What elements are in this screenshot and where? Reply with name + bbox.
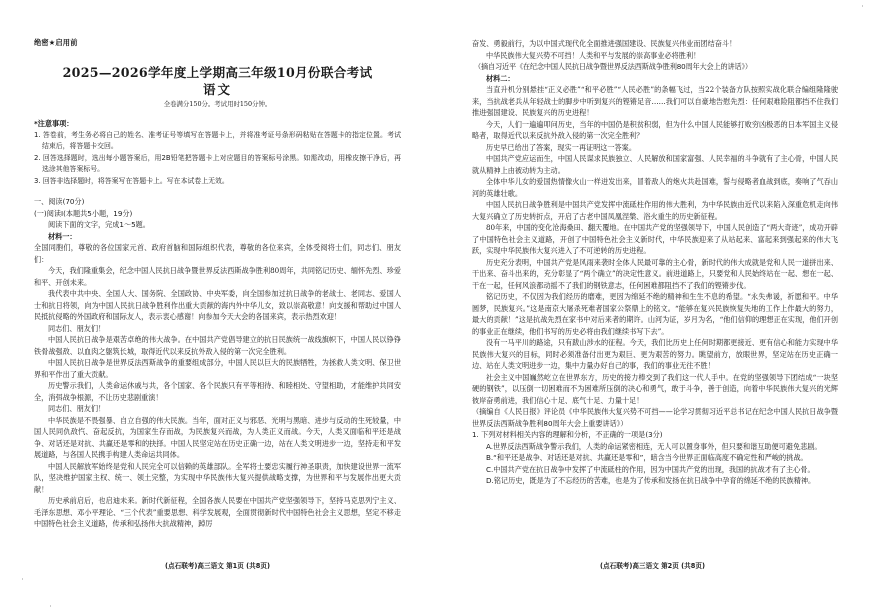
- notice-item: 2. 回答选择题时，选出每小题答案后，用2B铅笔把答题卡上对应题目的答案标号涂黑。如需改动，用橡皮擦干净后，再选涂其他答案标号。: [34, 153, 401, 173]
- paragraph: 铭记历史，不仅因为我们经历的磨难，更因为绵延不绝的精神和生生不息的希望。“永失弗谖，祈愿和平。中华圆梦，民族复兴。”这是南京大屠杀死难者国家公祭鼎上的铭文。“能够在复兴民族恢复失地的工作上作最大的努力，最大的贡献！”这是抗战先烈在家书中对后来者的期许。山河为证，岁月为名，“他们信仰的理想正在实现，他们开创的事业正在继续，他们书写的历史必将由我们继续书写下去”。: [472, 292, 838, 336]
- paragraph: 没有一马平川的路途，只有跋山涉水的征程。今天，我们比历史上任何时期都更接近、更有信心和能力实现中华民族伟大复兴的目标，同时必须准备付出更为艰巨、更为艰苦的努力。眺望前方，放眼世界，坚定站在历史正确一边、站在人类文明进步一边，集中力量办好自己的事，我们的事业无往不胜！: [472, 338, 838, 370]
- paragraph: 中国人民抗日战争是艰苦卓绝的伟大战争。在中国共产党倡导建立的抗日民族统一战线旗帜下，中国人民以铮铮铁骨战强敌、以血肉之躯筑长城，取得近代以来反抗外敌入侵的第一次完全胜利。: [34, 335, 401, 356]
- question-1-option-b: B.“和平还是战争、对话还是对抗、共赢还是零和”，暗含当今世界正面临高度不确定性和严峻的挑战。: [486, 453, 808, 462]
- material-2-label: 材料二：: [486, 73, 515, 83]
- paragraph: 我代表中共中央、全国人大、国务院、全国政协、中央军委，向全国参加过抗日战争的老战士、老同志、爱国人士和抗日将领，向为中国人民抗日战争胜利作出重大贡献的海内外中华儿女，致以崇高敬意！向支援和帮助过中国人民抵抗侵略的外国政府和国际友人，表示衷心感谢！向参加今天大会的各国来宾，表示热烈欢迎！: [34, 289, 401, 321]
- question-1-stem: 1. 下列对材料相关内容的理解和分析，不正确的一项是(3分): [472, 430, 663, 439]
- page-footer: (点石联考)高三语文 第2页 (共8页): [600, 562, 705, 570]
- paragraph: 中国人民抗日战争是世界反法西斯战争的重要组成部分，中国人民以巨大的民族牺牲，为拯救人类文明、保卫世界和平作出了重大贡献。: [34, 358, 401, 379]
- paragraph: 今天，人们一遍遍叩问历史，当年的中国仍是积贫积弱，但为什么中国人民能够打败穷凶极恶的日本军国主义侵略者，取得近代以来反抗外敌入侵的第一次完全胜利？: [472, 119, 838, 140]
- paragraph: 80年来，中国的变化沧海桑田、翻天覆地。在中国共产党的坚强领导下，中国人民创造了“两大奇迹”，成功开辟了中国特色社会主义道路，开创了中国特色社会主义新时代，中华民族迎来了从站起来、富起来到强起来的伟大飞跃，实现中华民族伟大复兴进入了不可逆转的历史进程。: [472, 223, 838, 255]
- subject-title: 语文: [202, 82, 232, 97]
- subsection-heading: (一)阅读Ⅰ(本题共5小题，19分): [34, 208, 133, 218]
- paragraph: 中国人民抗日战争胜利是中国共产党发挥中流砥柱作用的伟大胜利，为中华民族由近代以来陷入深重危机走向伟大复兴确立了历史转折点，开启了古老中国凤凰涅槃、浴火重生的历史新征程。: [472, 200, 838, 221]
- source-citation: （摘编自《人民日报》评论员《中华民族伟大复兴势不可挡——论学习贯彻习近平总书记在纪念中国人民抗日战争暨世界反法西斯战争胜利80周年大会上重要讲话》）: [472, 407, 838, 428]
- paragraph: 社会主义中国巍然屹立在世界东方，历史的接力棒交到了我们这一代人手中。在党的坚强领导下团结成“一块坚硬的钢铁”，以压倒一切困难而不为困难所压倒的决心和勇气，敢于斗争，善于创造，向着中华民族伟大复兴的光辉彼岸奋勇前进，我们信心十足、底气十足、力量十足！: [472, 372, 838, 405]
- scan-speck: [50, 605, 51, 607]
- notice-item: 1. 答卷前，考生务必将自己的姓名、准考证号等填写在答题卡上，并将准考证号条形码粘贴在答题卡的指定位置。考试结束后，将答题卡交回。: [34, 130, 401, 150]
- notice-heading: *注意事项：: [34, 119, 74, 128]
- paragraph: 奋发、勇毅前行，为以中国式现代化全面推进强国建设、民族复兴伟业而团结奋斗！: [472, 39, 737, 48]
- paragraph: 今天，我们隆重集会，纪念中国人民抗日战争暨世界反法西斯战争胜利80周年，共同铭记历史、缅怀先烈、珍爱和平、开创未来。: [34, 266, 401, 287]
- page-footer: (点石联考)高三语文 第1页 (共8页): [165, 562, 270, 570]
- paragraph: 同志们、朋友们！: [48, 404, 106, 413]
- paragraph: 全国同胞们，尊敬的各位国家元首、政府首脑和国际组织代表，尊敬的各位来宾，全体受阅将士们，同志们、朋友们：: [34, 243, 401, 264]
- section-heading: 一、阅读(70分): [34, 197, 85, 206]
- question-1-option-c: C.中国共产党在抗日战争中发挥了中流砥柱的作用，因为中国共产党的出现，我国的抗战才有了主心骨。: [486, 464, 815, 474]
- paragraph: 历史警示我们，人类命运休戚与共，各个国家、各个民族只有平等相待、和睦相处、守望相助，才能维护共同安全，消弭战争根源，不让历史悲剧重演！: [34, 381, 401, 402]
- scan-speck: [862, 5, 863, 7]
- page-2: [435, 0, 870, 613]
- secret-label: 绝密★启用前: [34, 38, 78, 47]
- paragraph: 中国人民解放军始终是党和人民完全可以信赖的英雄部队。全军将士要忠实履行神圣职责，加快建设世界一流军队，坚决维护国家主权、统一、领土完整，为实现中华民族伟大复兴提供战略支撑，为世界和平与发展作出更大贡献！: [34, 461, 401, 494]
- paragraph: 同志们、朋友们！: [48, 323, 106, 333]
- page-2-body: [472, 38, 838, 487]
- paragraph: 当直升机分别悬挂“正义必胜”“和平必胜”“人民必胜”的条幅飞过，当22个装备方队按照实战化联合编组隆隆驶来，当抗战老兵从年轻战士的脚步中听到复兴的铿锵足音……我们可以自豪地告慰先烈：任何艰难险阻都挡不住我们推进强国建设、民族复兴的历史进程！: [472, 85, 838, 117]
- question-1-option-a: A.世界反法西斯战争警示我们，人类的命运紧密相连，无人可以置身事外，但只要和谐互助便可避免悲剧。: [486, 441, 822, 451]
- source-citation: （摘自习近平《在纪念中国人民抗日战争暨世界反法西斯战争胜利80周年大会上的讲话》）: [474, 62, 752, 71]
- material-1-label: 材料一：: [48, 231, 77, 241]
- notice-item: 3. 回答非选择题时，将答案写在答题卡上。写在本试卷上无效。: [34, 176, 229, 185]
- paragraph: 历史充分表明，中国共产党是风雨来袭时全体人民最可靠的主心骨，新时代的伟大成就是党和人民一道拼出来、干出来、奋斗出来的，充分彰显了“两个确立”的决定性意义。前进道路上，只要党和人民始终站在一起、想在一起、干在一起，任何风浪都动摇不了我们的钢铁意志，任何困难都阻挡不了我们的铿锵步伐。: [472, 257, 838, 290]
- exam-title: 2025—2026学年度上学期高三年级10月份联合考试: [62, 65, 373, 80]
- page-1-body: [34, 118, 401, 530]
- paragraph: 中华民族伟大复兴势不可挡！人类和平与发展的崇高事业必将胜利！: [486, 50, 701, 60]
- paragraph: 历史承前启后，也启迪未来。新时代新征程，全国各族人民要在中国共产党坚强领导下，坚持马克思列宁主义、毛泽东思想、邓小平理论、“三个代表”重要思想、科学发展观，全面贯彻新时代中国特色社会主义思想，坚定不移走中国特色社会主义道路，传承和弘扬伟大抗战精神，踔厉: [34, 496, 401, 528]
- scan-speck: [22, 578, 23, 580]
- paragraph: 全体中华儿女的爱国热情像火山一样迸发出来，冒着敌人的炮火共赴国难，誓与侵略者血战到底，奏响了气吞山河的英雄壮歌。: [472, 177, 838, 198]
- question-1-option-d: D.铭记历史，既是为了不忘经历的苦难，也是为了传承和发扬在抗日战争中孕育的绵延不绝的民族精神。: [486, 476, 816, 485]
- score-time-note: 全卷满分150分。考试用时150分钟。: [163, 100, 272, 108]
- paragraph: 中国共产党应运而生，中国人民谋求民族独立、人民解放和国家富强、人民幸福的斗争就有了主心骨，中国人民就从精神上由被动转为主动。: [472, 154, 838, 175]
- paragraph: 中华民族是不畏强暴、自立自强的伟大民族。当年，面对正义与邪恶、光明与黑暗、进步与反动的生死较量，中国人民同仇敌忾、奋起反抗，为国家生存而战，为民族复兴而战，为人类正义而战。今天，人类又面临和平还是战争、对话还是对抗、共赢还是零和的抉择。中国人民坚定站在历史正确一边，站在人类文明进步一边，坚持走和平发展道路，与各国人民携手构建人类命运共同体。: [34, 415, 401, 459]
- reading-instruction: 阅读下面的文字，完成1～5题。: [48, 220, 150, 229]
- paragraph: 历史早已给出了答案，现实一再证明这一答案。: [486, 142, 636, 152]
